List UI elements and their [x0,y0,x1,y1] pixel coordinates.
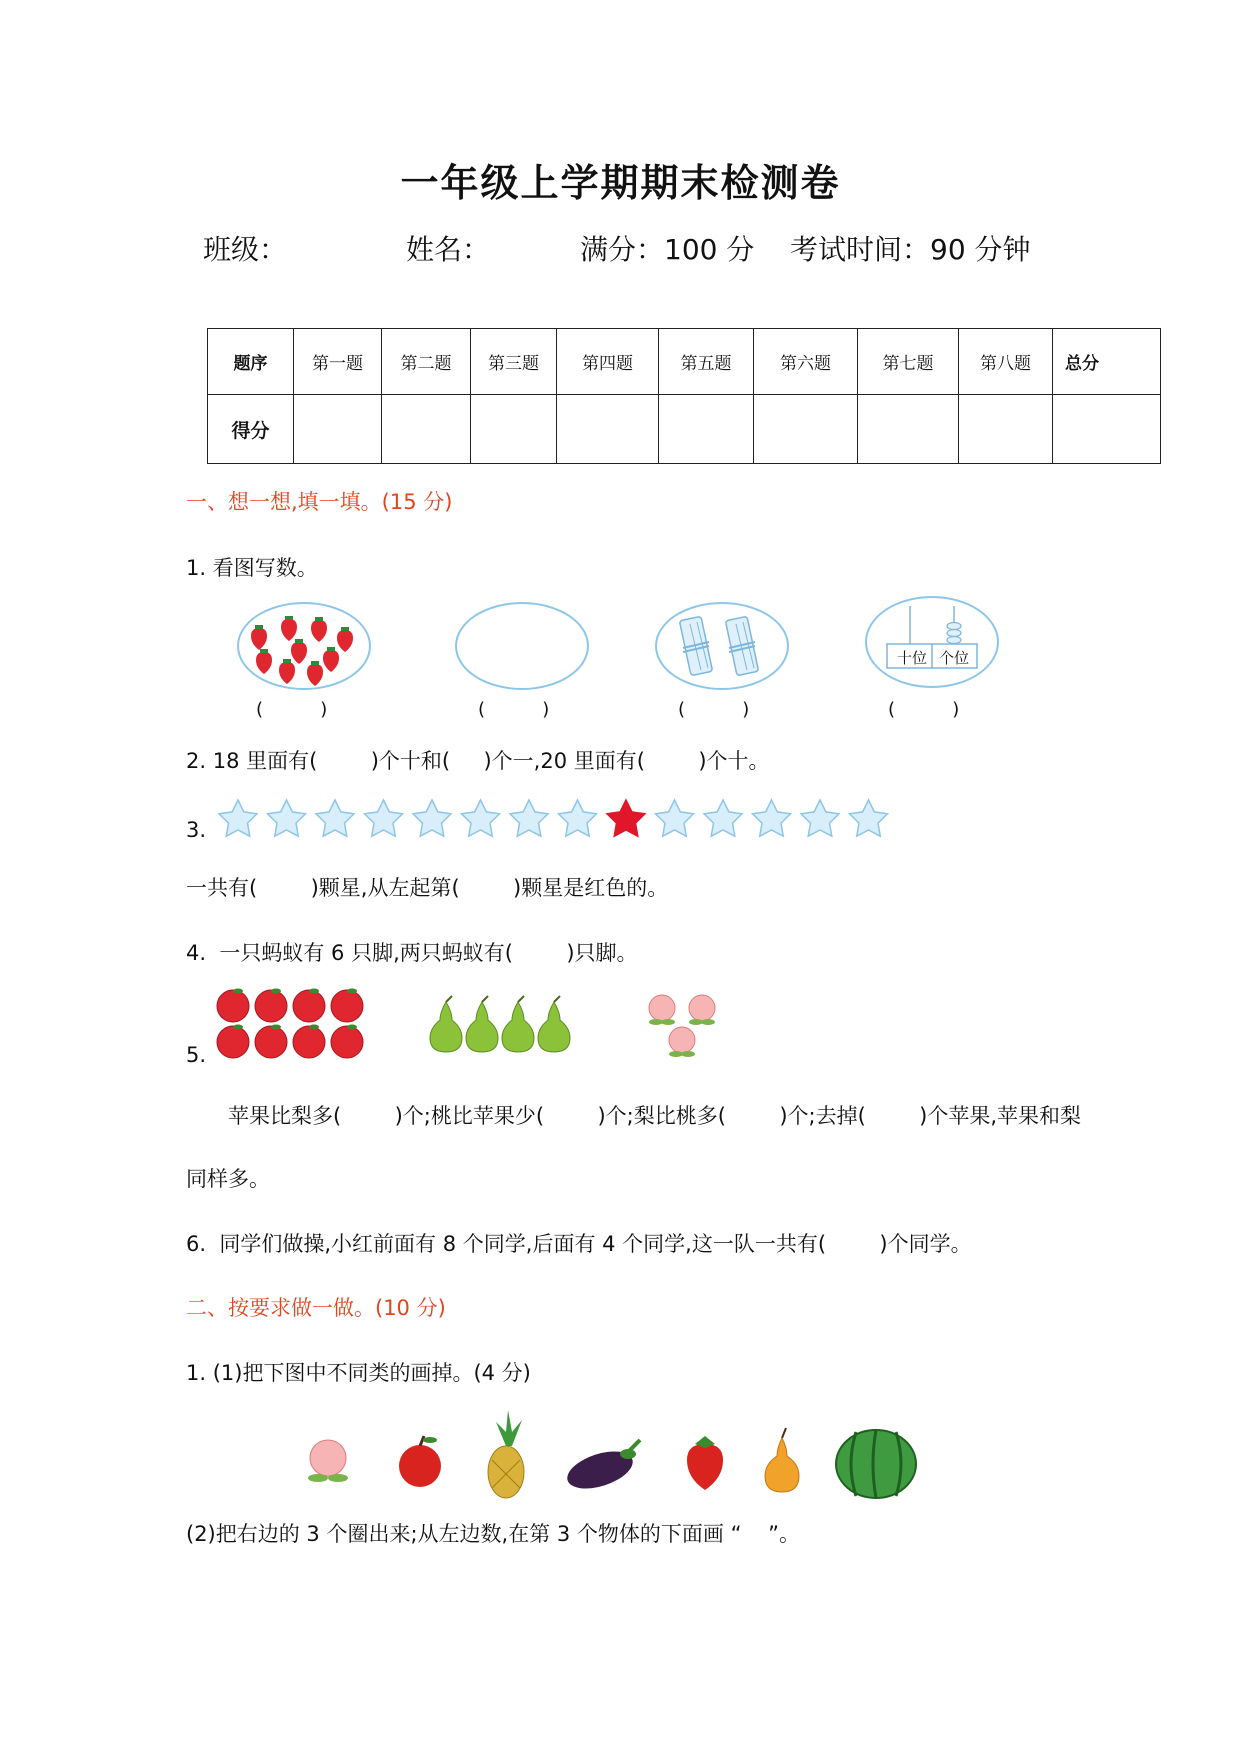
star-icon [510,800,548,836]
star-icon [268,800,306,836]
apple-icon [293,990,325,1022]
s2-q1a-text: 1. (1)把下图中不同类的画掉。(4 分) [186,1361,531,1385]
q5-text: 苹果比梨多( )个;桃比苹果少( )个;梨比桃多( )个;去掉( )个苹果,苹果和梨 [228,1104,1082,1128]
apple-icon [217,1026,249,1058]
star-icon [704,800,742,836]
stars-row [216,794,896,842]
watermelon-icon [836,1430,916,1498]
q3-text: 一共有( )颗星,从左起第( )颗星是红色的。 [186,876,669,900]
page-title: 一年级上学期期末检测卷 [400,161,841,205]
answer-blank[interactable]: ( ) [678,699,750,720]
section2-heading: 二、按要求做一做。(10 分) [186,1296,446,1320]
strawberries-icon [239,604,369,688]
score-row-label: 得分 [208,395,294,464]
peaches-icon [644,990,724,1062]
table-header-cell: 第四题 [557,329,659,395]
table-header-cell: 题序 [208,329,294,395]
class-label: 班级： [203,233,288,266]
abacus-tens-label: 十位 [896,649,927,667]
exam-time: 考试时间：90 分钟 [790,233,1031,266]
star-icon [413,800,451,836]
star-icon [559,800,597,836]
objects-row [300,1410,940,1506]
star-icon [850,800,888,836]
red-star-icon [607,800,645,836]
star-icon [316,800,354,836]
score-cell[interactable] [294,395,382,464]
score-cell[interactable] [858,395,959,464]
star-icon [365,800,403,836]
q6-text: 6. 同学们做操,小红前面有 8 个同学,后面有 4 个同学,这一队一共有( )个同学。 [186,1232,972,1256]
q5-text-continued: 同样多。 [186,1167,270,1191]
table-header-cell: 第七题 [858,329,959,395]
q5-number: 5. [186,1043,207,1067]
peach-icon [308,1440,348,1482]
pears-icon [424,992,584,1056]
eggplant-icon [563,1440,640,1496]
apple-icon [399,1436,441,1487]
table-header-cell: 第二题 [382,329,471,395]
abacus-oval [865,596,999,688]
abacus-ones-label: 个位 [938,649,969,667]
pineapple-icon [488,1410,524,1498]
star-icon [801,800,839,836]
apples-icon [214,984,374,1064]
score-cell[interactable] [754,395,858,464]
full-score: 满分：100 分 [580,233,755,266]
table-header-cell: 第五题 [659,329,754,395]
answer-blank[interactable]: ( ) [478,699,550,720]
q4-text: 4. 一只蚂蚁有 6 只脚,两只蚂蚁有( )只脚。 [186,941,638,965]
table-header-cell: 第三题 [471,329,557,395]
q1-text: 1. 看图写数。 [186,556,318,580]
s2-q1b-text: (2)把右边的 3 个圈出来;从左边数,在第 3 个物体的下面画 “ ”。 [186,1522,801,1546]
score-cell[interactable] [1053,395,1161,464]
star-icon [753,800,791,836]
section1-heading: 一、想一想,填一填。(15 分) [186,490,453,514]
apple-icon [255,990,287,1022]
score-cell[interactable] [659,395,754,464]
star-icon [656,800,694,836]
stick-bundles-icon [657,604,787,688]
strawberry-icon [687,1436,723,1490]
score-cell[interactable] [557,395,659,464]
apple-icon [331,1026,363,1058]
answer-blank[interactable]: ( ) [256,699,328,720]
answer-blank[interactable]: ( ) [888,699,960,720]
score-table [207,328,1161,464]
star-icon [219,800,257,836]
star-icon [462,800,500,836]
apple-icon [293,1026,325,1058]
q2-text: 2. 18 里面有( )个十和( )个一,20 里面有( )个十。 [186,749,770,773]
pear-icon [765,1428,799,1492]
apple-icon [255,1026,287,1058]
score-cell[interactable] [382,395,471,464]
table-header-cell: 第一题 [294,329,382,395]
table-header-cell: 总分 [1053,329,1161,395]
abacus-icon [867,598,997,686]
score-cell[interactable] [471,395,557,464]
strawberry-oval [237,602,371,690]
empty-oval [455,602,589,690]
name-label: 姓名： [406,233,491,266]
score-cell[interactable] [959,395,1053,464]
apple-icon [217,990,249,1022]
table-header-cell: 第六题 [754,329,858,395]
apple-icon [331,990,363,1022]
sticks-oval [655,602,789,690]
q3-number: 3. [186,818,207,842]
table-header-cell: 第八题 [959,329,1053,395]
